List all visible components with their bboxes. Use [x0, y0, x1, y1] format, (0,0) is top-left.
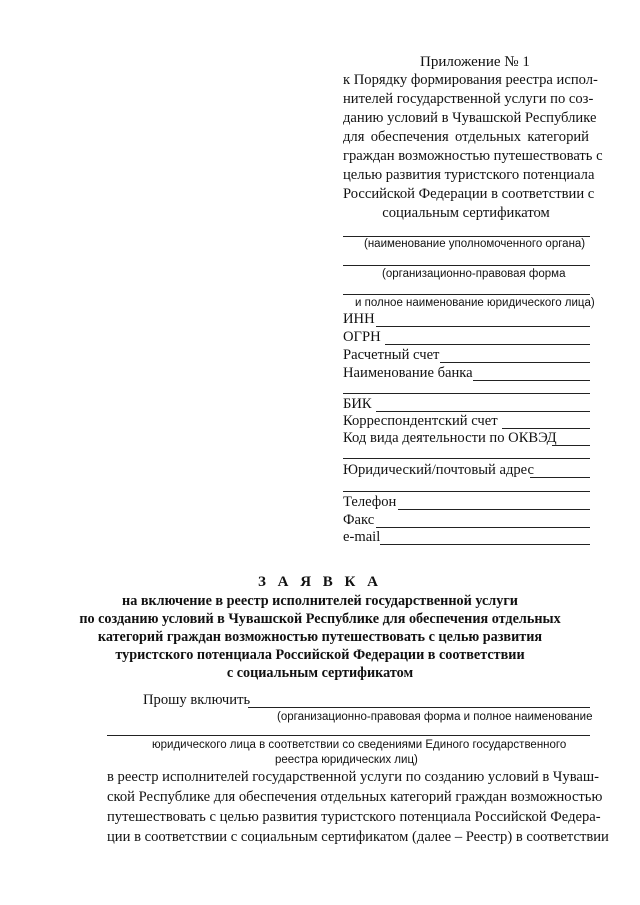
bank-blank-line-2 — [343, 393, 590, 394]
request-label: Прошу включить — [143, 692, 251, 708]
full-name-caption: и полное наименование юридического лица) — [355, 297, 595, 309]
appendix-line: целью развития туристского потенциала — [343, 167, 595, 183]
request-caption-2: юридического лица в соответствии со сведениями Единого государственного — [152, 739, 567, 751]
request-blank-line — [248, 707, 590, 708]
appendix-line: для обеспечения отдельных категорий — [343, 129, 589, 145]
authority-blank-line — [343, 236, 590, 237]
inn-blank-line — [376, 326, 590, 327]
email-label: e-mail — [343, 529, 381, 545]
legal-form-blank-line — [343, 265, 590, 266]
address-blank-line-2 — [343, 491, 590, 492]
application-subtitle-line: туристского потенциала Российской Федерации в соответствии — [115, 647, 525, 663]
bik-label: БИК — [343, 396, 372, 412]
application-subtitle-line: по созданию условий в Чувашской Республике для обеспечения отдельных — [79, 611, 561, 627]
appendix-line: Российской Федерации в соответствии с — [343, 186, 595, 202]
phone-blank-line — [398, 509, 590, 510]
email-blank-line — [380, 544, 590, 545]
ogrn-label: ОГРН — [343, 329, 381, 345]
body-text-line: ции в соответствии с социальным сертификатом (далее – Реестр) в соответствии — [107, 829, 609, 845]
body-text-line: в реестр исполнителей государственной услуги по созданию условий в Чуваш- — [107, 769, 599, 785]
okved-label: Код вида деятельности по ОКВЭД — [343, 430, 557, 446]
bik-blank-line — [376, 411, 590, 412]
address-label: Юридический/почтовый адрес — [343, 462, 534, 478]
request-caption-3: реестра юридических лиц) — [275, 754, 418, 766]
fax-label: Факс — [343, 512, 375, 528]
bank-label: Наименование банка — [343, 365, 473, 381]
body-text-line: путешествовать с целью развития туристского потенциала Российской Федера- — [107, 809, 601, 825]
appendix-line: нителей государственной услуги по соз- — [343, 91, 594, 107]
address-blank-line — [530, 477, 590, 478]
ogrn-blank-line — [385, 344, 590, 345]
inn-label: ИНН — [343, 311, 375, 327]
fax-blank-line — [376, 527, 590, 528]
corr-account-blank-line — [502, 428, 590, 429]
appendix-line: граждан возможностью путешествовать с — [343, 148, 603, 164]
request-caption: (организационно-правовая форма и полное наименование — [277, 711, 593, 723]
full-name-blank-line — [343, 294, 590, 295]
appendix-line: социальным сертификатом — [382, 205, 550, 221]
body-text-line: ской Республике для обеспечения отдельных категорий граждан возможностью — [107, 789, 603, 805]
appendix-title: Приложение № 1 — [420, 54, 530, 70]
application-title: З А Я В К А — [257, 574, 383, 590]
application-subtitle-line: на включение в реестр исполнителей государственной услуги — [122, 593, 518, 609]
phone-label: Телефон — [343, 494, 397, 510]
account-blank-line — [440, 362, 590, 363]
legal-form-caption: (организационно-правовая форма — [382, 268, 566, 280]
appendix-line: к Порядку формирования реестра испол- — [343, 72, 598, 88]
authority-caption: (наименование уполномоченного органа) — [364, 238, 586, 250]
application-subtitle-line: с социальным сертификатом — [226, 665, 414, 681]
corr-account-label: Корреспондентский счет — [343, 413, 498, 429]
appendix-line: данию условий в Чувашской Республике — [343, 110, 597, 126]
okved-blank-line-2 — [343, 458, 590, 459]
request-blank-line-2 — [107, 735, 590, 736]
bank-blank-line — [473, 380, 590, 381]
account-label: Расчетный счет — [343, 347, 440, 363]
okved-blank-line — [552, 445, 590, 446]
application-subtitle-line: категорий граждан возможностью путешествовать с целью развития — [97, 629, 543, 645]
